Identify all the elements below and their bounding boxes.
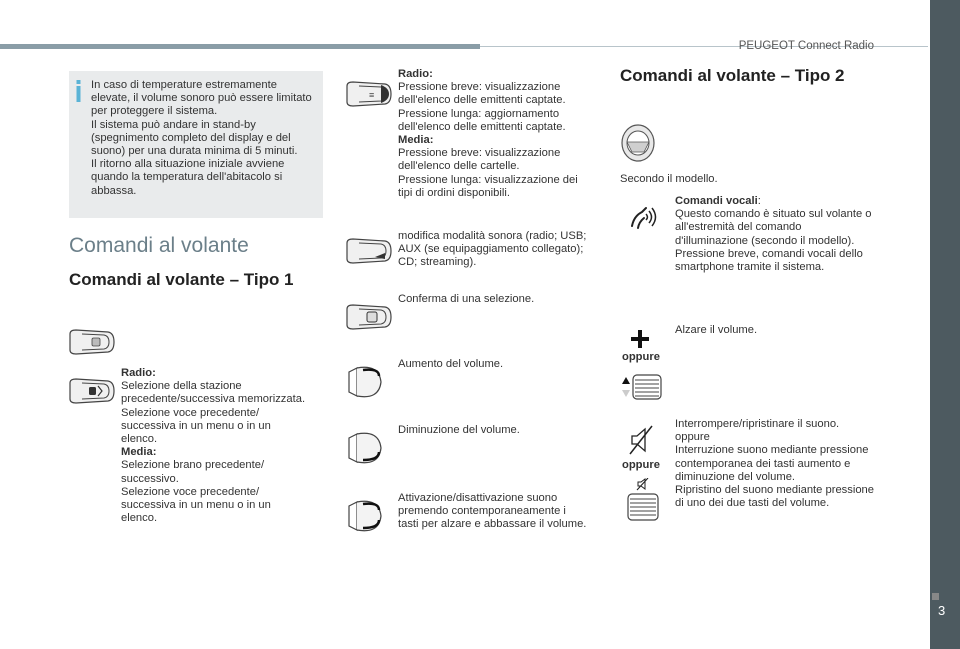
col2-vol-down-text: Diminuzione del volume. [398, 424, 520, 436]
col2-radio-label: Radio: [398, 68, 433, 80]
col2-mute-text: Attivazione/disattivazione suono premendo contemporaneamente i tasti per alzare e abbassare il volume. [398, 492, 587, 531]
svg-text:≡: ≡ [369, 90, 375, 100]
col3-voice-label: Comandi vocali [675, 195, 758, 207]
steering-wheel-icon [620, 122, 656, 164]
col3-voice-text: : Questo comando è situato sul volante o all'estremità del comando d'illuminazione (secondo il modello). Pressione breve, comandi vocali dello smartphone tramite il sistema. [675, 195, 872, 274]
type2-title: Comandi al volante – Tipo 2 [620, 66, 845, 85]
lever-rotary-icon [68, 377, 116, 405]
col3-or-1: oppure [622, 351, 660, 363]
scroll-wheel-mute-icon [626, 478, 660, 522]
col3-vol-up-text: Alzare il volume. [675, 324, 758, 336]
col2-radio-text: Pressione breve: visualizzazione dell'elenco delle emittenti captate. Pressione lunga: aggiornamento dell'elenco delle emittenti captate. [398, 81, 566, 133]
col2-radio [398, 68, 594, 200]
col2-mode-text: modifica modalità sonora (radio; USB; AUX (se equipaggiamento collegato); CD; streaming). [398, 230, 587, 269]
header-title: PEUGEOT Connect Radio [738, 40, 874, 52]
type1-title: Comandi al volante – Tipo 1 [69, 270, 294, 289]
scroll-wheel-up-icon [619, 374, 663, 400]
col2-media-label: Media: [398, 134, 434, 147]
page-number: 3 [938, 603, 946, 618]
speaker-mute-icon [628, 424, 654, 456]
col1-radio-text: Selezione della stazione precedente/successiva memorizzata. Selezione voce precedente/ successiva in un menu o in un elenco. [121, 380, 306, 446]
volume-up-switch-icon [345, 362, 387, 400]
lever-confirm-icon [345, 303, 393, 331]
col2-confirm-text: Conferma di una selezione. [398, 293, 535, 305]
col3-model-text: Secondo il modello. [620, 173, 718, 185]
side-strip [930, 0, 960, 649]
col2-vol-up-text: Aumento del volume. [398, 358, 504, 370]
col1-radio [121, 367, 306, 525]
section-title: Comandi al volante [69, 234, 249, 257]
col1-media-label: Media: [121, 446, 157, 459]
plus-icon [630, 329, 650, 349]
info-icon [75, 80, 82, 102]
col1-radio-label: Radio: [121, 367, 156, 379]
voice-command-icon [624, 198, 658, 232]
steering-lever-icon [68, 328, 116, 356]
col2-media-text: Pressione breve: visualizzazione dell'elenco delle cartelle. Pressione lunga: visualizzazione dei tipi di ordini disponibili. [398, 147, 578, 199]
col3-voice [675, 195, 875, 274]
lever-end-button-icon [345, 80, 393, 108]
section-end-mark [932, 593, 939, 600]
info-box-text: In caso di temperature estremamente elevate, il volume sonoro può essere limitato per proteggere il sistema. Il sistema può andare in stand-by (spegnimento completo del display e del suono) per una durata minima di 5 minuti. Il ritorno alla situazione iniziale avviene quando la temperatura dell'abitacolo si abbassa. [91, 79, 312, 197]
volume-down-switch-icon [345, 428, 387, 466]
header-bar [0, 44, 480, 49]
volume-mute-switch-icon [345, 496, 387, 534]
col1-media-text: Selezione brano precedente/ successivo. Selezione voce precedente/ successiva in un menu o in un elenco. [121, 459, 271, 525]
col3-mute-text: Interrompere/ripristinare il suono. oppure Interruzione suono mediante pressione contemporanea dei tasti aumento e diminuzione del volume. Ripristino del suono mediante pressione di uno dei due tasti del volume. [675, 418, 875, 510]
col3-or-2: oppure [622, 459, 660, 471]
lever-mode-icon [345, 237, 393, 265]
